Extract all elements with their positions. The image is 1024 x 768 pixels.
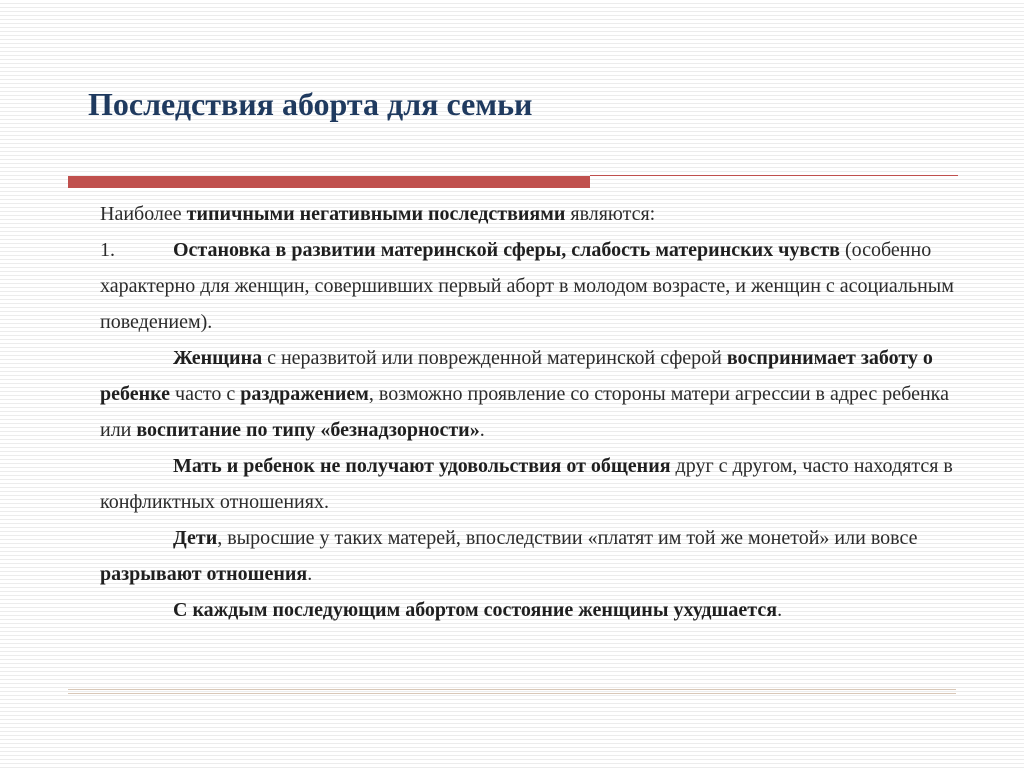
title-accent-bar xyxy=(68,176,590,188)
paragraph-woman xyxy=(100,340,965,448)
intro-bold: типичными негативными последствиями xyxy=(186,203,566,225)
slide-title: Последствия аборта для семьи xyxy=(88,86,533,122)
title-accent-line xyxy=(590,175,958,176)
para4-text-1: , выросшие у таких матерей, впоследствии «платят им той же монетой» или вовсе xyxy=(217,527,918,549)
para2-bold-1: Женщина xyxy=(173,347,263,369)
paragraph-children xyxy=(100,520,965,592)
para2-text-3: , возможно проявление со стороны матери агрессии в адрес ребенка или xyxy=(100,383,949,441)
intro-text-end: являются: xyxy=(565,203,656,225)
para5-bold: С каждым последующим абортом состояние женщины ухудшается xyxy=(173,599,778,621)
list-item-1 xyxy=(100,232,965,340)
item1-bold: Остановка в развитии материнской сферы, слабость материнских чувств xyxy=(173,239,840,261)
slide-body xyxy=(100,196,965,628)
para2-bold-3: раздражением xyxy=(240,383,369,405)
para2-text-4: . xyxy=(479,419,485,441)
paragraph-mother-child xyxy=(100,448,965,520)
para3-bold: Мать и ребенок не получают удовольствия от общения xyxy=(173,455,671,477)
footer-divider xyxy=(68,689,956,694)
para2-text-2: часто с xyxy=(170,383,241,405)
list-number: 1. xyxy=(100,239,115,261)
para4-bold-1: Дети xyxy=(173,527,218,549)
item1-text: (особенно характерно для женщин, совершивших первый аборт в молодом возрасте, и женщин с асоциальным поведением). xyxy=(100,239,954,333)
para4-text-2: . xyxy=(307,563,313,585)
para2-bold-4: воспитание по типу «безнадзорности» xyxy=(136,419,480,441)
para2-text-1: с неразвитой или поврежденной материнской сферой xyxy=(262,347,727,369)
para5-text: . xyxy=(777,599,783,621)
para3-text: друг с другом, часто находятся в конфликтных отношениях. xyxy=(100,455,953,513)
paragraph-conclusion xyxy=(100,592,965,628)
para4-bold-2: разрывают отношения xyxy=(100,563,308,585)
para2-bold-2: воспринимает заботу о ребенке xyxy=(100,347,933,405)
intro-paragraph xyxy=(100,196,965,232)
intro-text: Наиболее xyxy=(100,203,187,225)
